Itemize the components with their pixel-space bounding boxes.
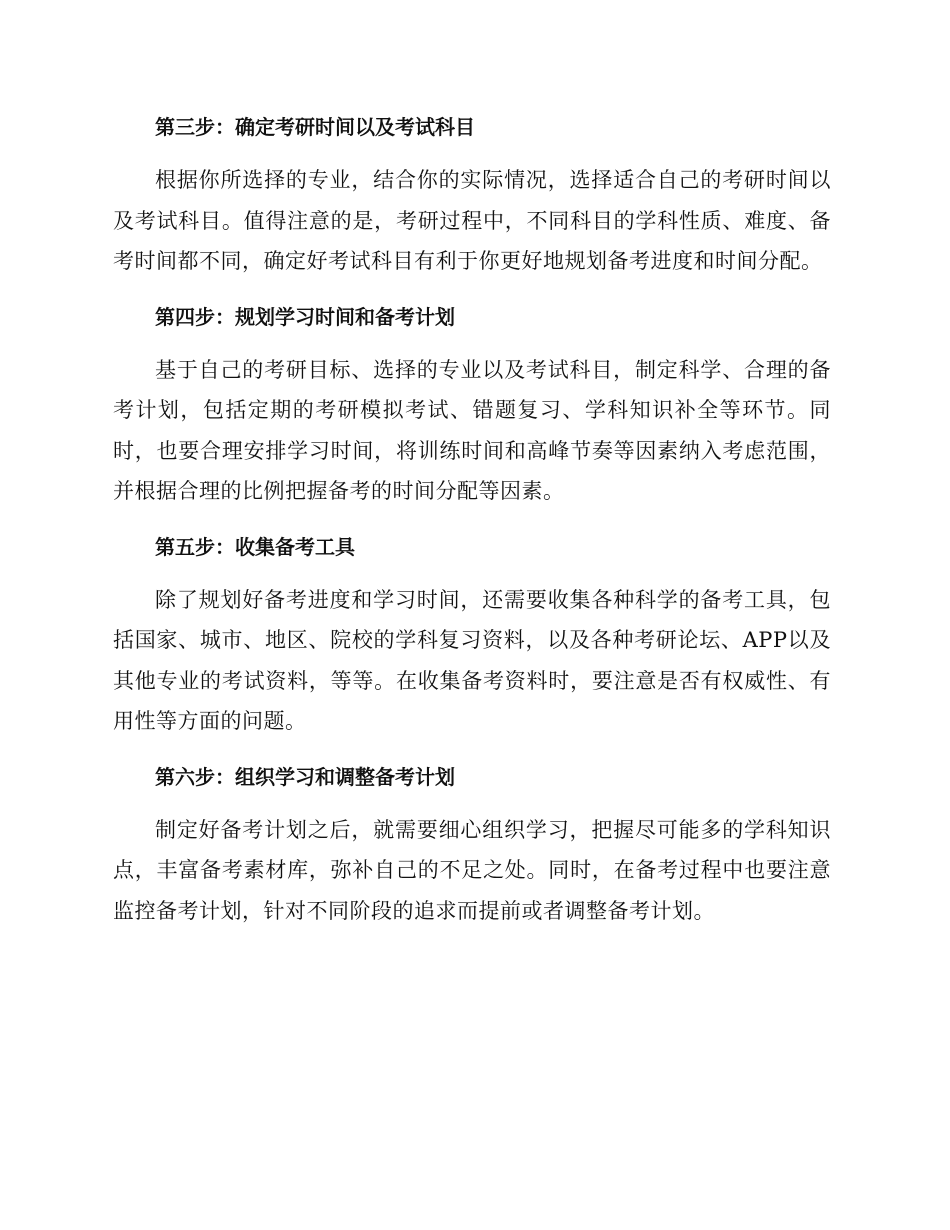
section-step-3: [113, 108, 831, 282]
document-page: [113, 108, 831, 947]
section-heading: 第六步：组织学习和调整备考计划: [155, 764, 455, 789]
section-body: 根据你所选择的专业，结合你的实际情况，选择适合自己的考研时间以及考试科目。值得注意的是，考研过程中，不同科目的学科性质、难度、备考时间都不同，确定好考试科目有利于你更好地规划备考进度和时间分配。: [113, 168, 831, 273]
section-body: 制定好备考计划之后，就需要细心组织学习，把握尽可能多的学科知识点，丰富备考素材库，弥补自己的不足之处。同时，在备考过程中也要注意监控备考计划，针对不同阶段的追求而提前或者调整备考计划。: [113, 817, 831, 923]
section-step-4: [113, 298, 831, 512]
section-heading: 第五步：收集备考工具: [155, 534, 355, 559]
section-step-6: [113, 758, 831, 932]
section-step-5: [113, 528, 831, 742]
section-heading: 第三步：确定考研时间以及考试科目: [155, 115, 475, 139]
section-heading: 第四步：规划学习时间和备考计划: [155, 304, 455, 329]
section-body: 基于自己的考研目标、选择的专业以及考试科目，制定科学、合理的备考计划，包括定期的考研模拟考试、错题复习、学科知识补全等环节。同时，也要合理安排学习时间，将训练时间和高峰节奏等因素纳入考虑范围，并根据合理的比例把握备考的时间分配等因素。: [113, 357, 831, 503]
section-body: 除了规划好备考进度和学习时间，还需要收集各种科学的备考工具，包括国家、城市、地区、院校的学科复习资料，以及各种考研论坛、APP以及其他专业的考试资料，等等。在收集备考资料时，要注意是否有权威性、有用性等方面的问题。: [113, 587, 831, 733]
